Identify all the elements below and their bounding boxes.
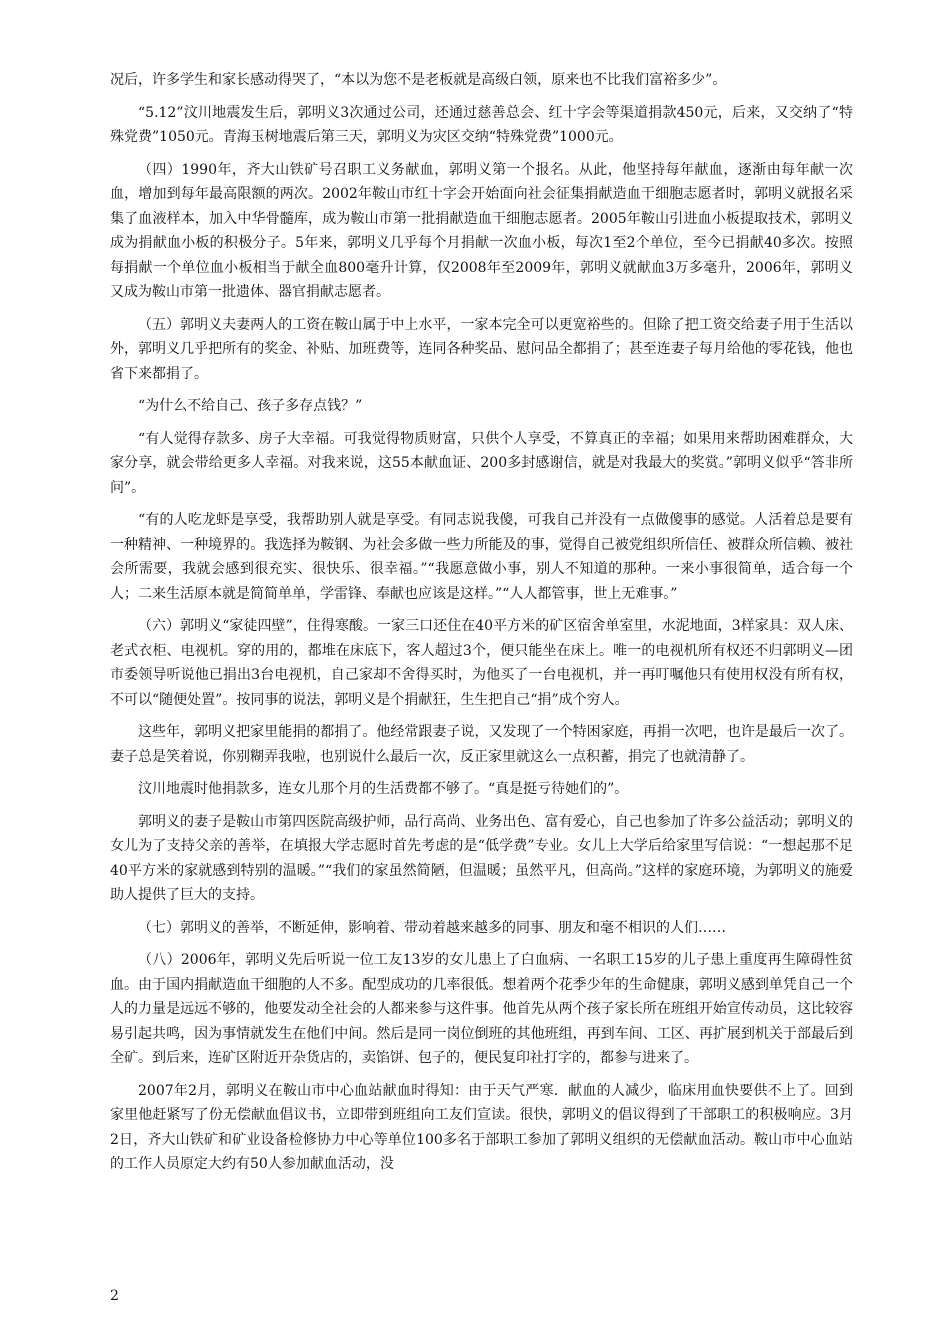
paragraph-4: （五）郭明义夫妻两人的工资在鞍山属于中上水平，一家本完全可以更宽裕些的。但除了把工资交给妻子用于生活以外，郭明义几乎把所有的奖金、补贴、加班费等，连同各种奖品、慰问品全都捐了；甚至连妻子每月给他的零花钱，他也省下来都捐了。 bbox=[110, 316, 853, 382]
paragraph-5: “为什么不给自己、孩子多存点钱？” bbox=[138, 398, 363, 414]
paragraph-14: 2007年2月，郭明义在鞍山市中心血站献血时得知：由于天气严寒．献血的人减少，临床用血快要供不上了。回到家里他赶紧写了份无偿献血倡议书，立即带到班组向工友们宣读。很快，郭明义的倡议得到了干部职工的积极响应。3月2日，齐大山铁矿和矿业设备检修协力中心等单位100多名于部职工参加了郭明义组织的无偿献血活动。鞍山市中心血站的工作人员原定大约有50人参加献血活动，没 bbox=[110, 1082, 853, 1172]
paragraph-8: （六）郭明义“家徒四壁”，住得寒酸。一家三口还住在40平方米的矿区宿舍单室里，水泥地面，3样家具：双人床、老式衣柜、电视机。穿的用的，都堆在床底下，客人超过3个，便只能坐在床上。唯一的电视机所有权还不归郭明义—团市委领导听说他已捐出3台电视机，自己家却不舍得买时，为他买了一台电视机，并一再叮嘱他只有使用权没有所有权，不可以“随便处置”。按同事的说法，郭明义是个捐献狂，生生把自己“捐”成个穷人。 bbox=[110, 618, 853, 708]
paragraph-7: “有的人吃龙虾是享受，我帮助别人就是享受。有同志说我傻，可我自己并没有一点做傻事的感觉。人活着总是要有一种精神、一种境界的。我选择为鞍钢、为社会多做一些力所能及的事，觉得自己被党组织所信任、被群众所信赖、被社会所需要，我就会感到很充实、很快乐、很幸福。”“我愿意做小事，别人不知道的那种。一来小事很简单，适合每一个人；二来生活原本就是简简单单，学雷锋、奉献也应该是这样。”“人人都管事，世上无难事。” bbox=[110, 512, 853, 602]
page-number: 2 bbox=[110, 1288, 119, 1304]
paragraph-9: 这些年，郭明义把家里能捐的都捐了。他经常跟妻子说，又发现了一个特困家庭，再捐一次吧，也许是最后一次了。妻子总是笑着说，你别糊弄我啦，也别说什么最后一次，反正家里就这么一点积蓄，捐完了也就清静了。 bbox=[110, 724, 853, 765]
paragraph-2: “5.12”汶川地震发生后，郭明义3次通过公司，还通过慈善总会、红十字会等渠道捐款450元，后来，又交纳了“特殊党费”1050元。青海玉树地震后第三天，郭明义为灾区交纳“特殊党费”1000元。 bbox=[110, 104, 853, 145]
paragraph-1: 况后，许多学生和家长感动得哭了，“本以为您不是老板就是高级白领，原来也不比我们富裕多少”。 bbox=[110, 72, 727, 88]
paragraph-3: （四）1990年，齐大山铁矿号召职工义务献血，郭明义第一个报名。从此，他坚持每年献血，逐渐由每年献一次血，增加到每年最高限额的两次。2002年鞍山市红十字会开始面向社会征集捐献造血干细胞志愿者时，郭明义就报名采集了血液样本，加入中华骨髓库，成为鞍山市第一批捐献造血干细胞志愿者。2005年鞍山引进血小板提取技术，郭明义成为捐献血小板的积极分子。5年来，郭明义几乎每个月捐献一次血小板，每次1至2个单位，至今已捐献40多次。按照每捐献一个单位血小板相当于献全血800毫升计算，仅2008年至2009年，郭明义就献血3万多毫升，2006年，郭明义又成为鞍山市第一批遗体、器官捐献志愿者。 bbox=[110, 161, 853, 300]
paragraph-6: “有人觉得存款多、房子大幸福。可我觉得物质财富，只供个人享受，不算真正的幸福；如果用来帮助困难群众，大家分享，就会带给更多人幸福。对我来说，这55本献血证、200多封感谢信，就是对我最大的奖赏。”郭明义似乎“答非所问”。 bbox=[110, 430, 853, 496]
body-text bbox=[110, 68, 853, 1185]
paragraph-11: 郭明义的妻子是鞍山市第四医院高级护师，品行高尚、业务出色、富有爱心，自己也参加了许多公益活动；郭明义的女儿为了支持父亲的善举，在填报大学志愿时首先考虑的是“低学费”专业。女儿上大学后给家里写信说：“一想起那不足40平方米的家就感到特别的温暖。”“我们的家虽然简陋，但温暖；虽然平凡，但高尚。”这样的家庭环境，为郭明义的施爱助人提供了巨大的支持。 bbox=[110, 813, 853, 903]
paragraph-13: （八）2006年，郭明义先后听说一位工友13岁的女儿患上了白血病、一名职工15岁的儿子患上重度再生障碍性贫血。由于国内捐献造血干细胞的人不多。配型成功的几率很低。想着两个花季少年的生命健康，郭明义感到单凭自己一个人的力量是远远不够的，他要发动全社会的人都来参与这件事。他首先从两个孩子家长所在班组开始宣传动员，这比较容易引起共鸣，因为事情就发生在他们中间。然后是同一岗位倒班的其他班组，再到车间、工区、再扩展到机关于部最后到全矿。到后来，连矿区附近开杂货店的，卖馅饼、包子的，便民复印社打字的，都参与进来了。 bbox=[110, 952, 853, 1066]
paragraph-10: 汶川地震时他捐款多，连女儿那个月的生活费都不够了。“真是挺亏待她们的”。 bbox=[138, 781, 629, 797]
paragraph-12: （七）郭明义的善举，不断延伸，影响着、带动着越来越多的同事、朋友和毫不相识的人们…… bbox=[138, 919, 726, 936]
